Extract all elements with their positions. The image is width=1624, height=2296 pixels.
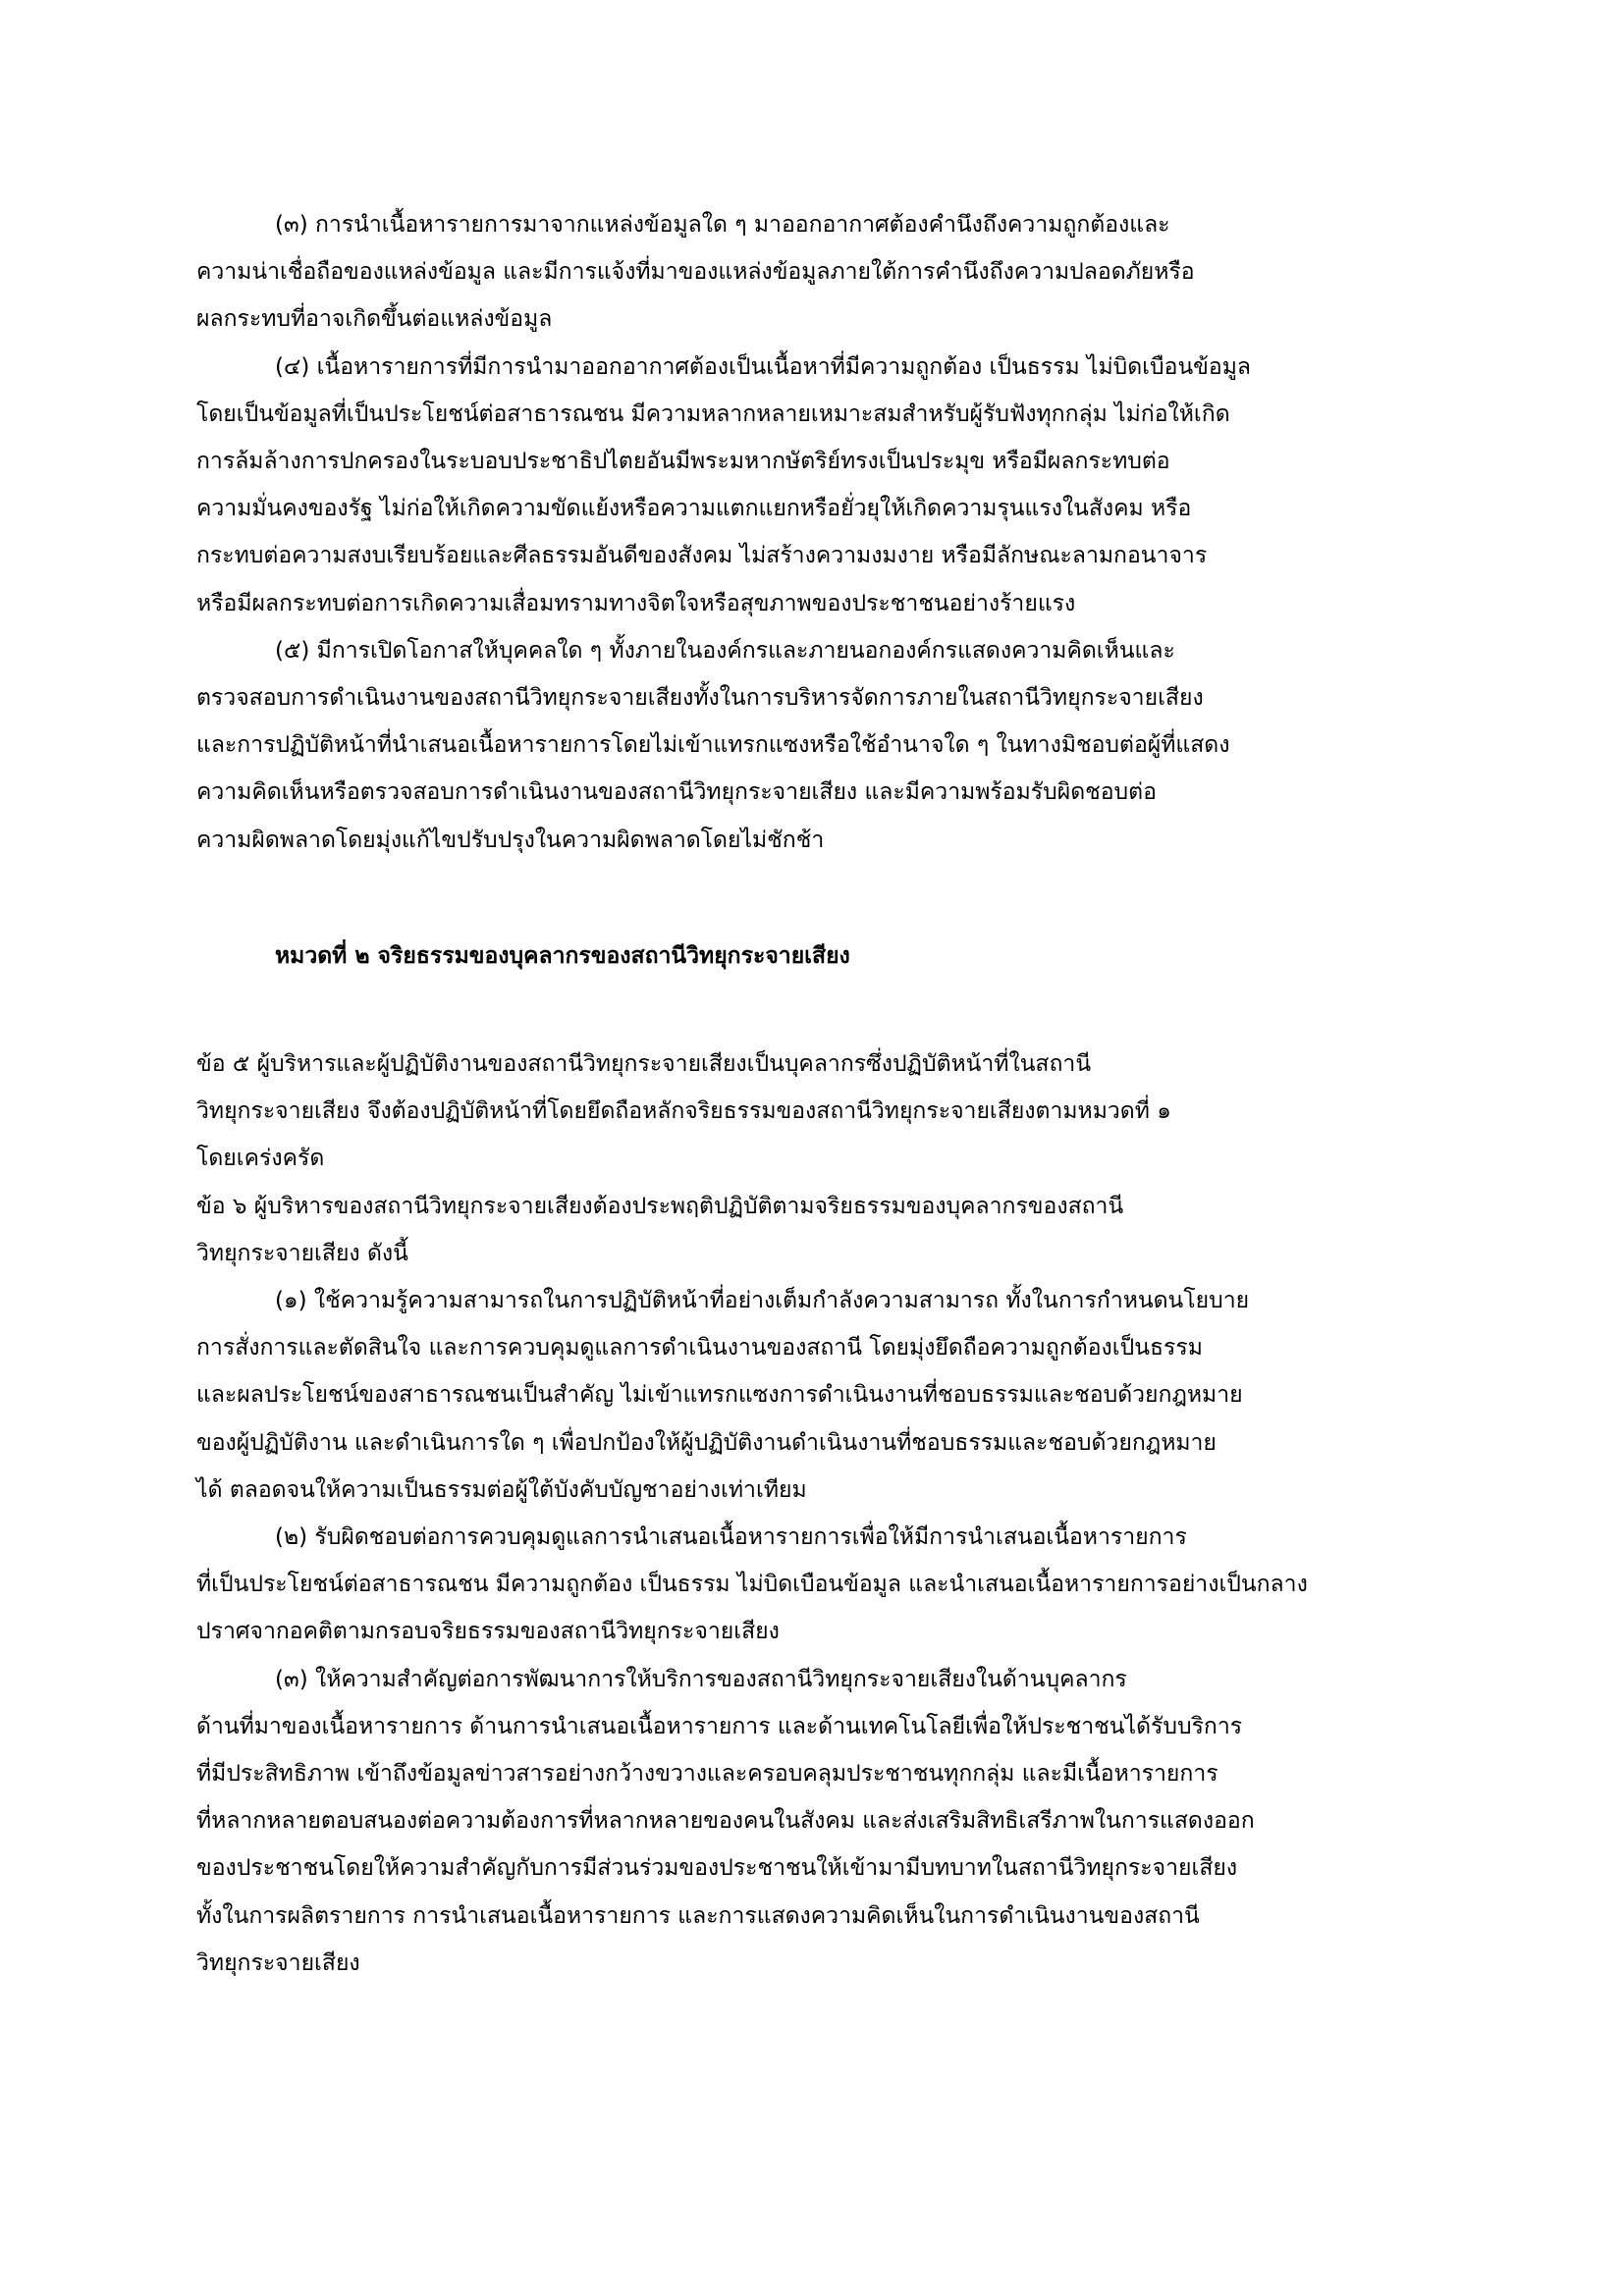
article-6-item-2: (๒) รับผิดชอบต่อการควบคุมดูแลการนำเสนอเนื้อหารายการเพื่อให้มีการนำเสนอเนื้อหารายการ ที่เป็นประโยชน์ต่อสาธารณชน มีความถูกต้อง เป็นธรรม ไม่บิดเบือนข้อมูล และนำเสนอเนื้อหารายการอย่างเป็นกลาง ปราศจากอคติตามกรอบจริยธรรมของสถานีวิทยุกระจายเสียง xyxy=(196,1524,1308,1645)
clause-5-paragraph: (๕) มีการเปิดโอกาสให้บุคคลใด ๆ ทั้งภายในองค์กรและภายนอกองค์กรแสดงความคิดเห็นและ ตรวจสอบการดำเนินงานของสถานีวิทยุกระจายเสียงทั้งในการบริหารจัดการภายในสถานีวิทยุกระจายเสียง และการปฏิบัติหน้าที่นำเสนอเนื้อหารายการโดยไม่เข้าแทรกแซงหรือใช้อำนาจใด ๆ ในทางมิชอบต่อผู้ที่แสดง ความคิดเห็นหรือตรวจสอบการดำเนินงานของสถานีวิทยุกระจายเสียง และมีความพร้อมรับผิดชอบต่อ ความผิดพลาดโดยมุ่งแก้ไขปรับปรุงในความผิดพลาดโดยไม่ชักช้า xyxy=(196,637,1230,853)
article-5-paragraph: ข้อ ๕ ผู้บริหารและผู้ปฏิบัติงานของสถานีวิทยุกระจายเสียงเป็นบุคลากรซึ่งปฏิบัติหน้าที่ในสถานี วิทยุกระจายเสียง จึงต้องปฏิบัติหน้าที่โดยยึดถือหลักจริยธรรมของสถานีวิทยุกระจายเสียงตามหมวดที่ ๑ โดยเคร่งครัด xyxy=(196,1051,1171,1172)
clause-4-paragraph: (๔) เนื้อหารายการที่มีการนำมาออกอากาศต้องเป็นเนื้อหาที่มีความถูกต้อง เป็นธรรม ไม่บิดเบือนข้อมูล โดยเป็นข้อมูลที่เป็นประโยชน์ต่อสาธารณชน มีความหลากหลายเหมาะสมสำหรับผู้รับฟังทุกกลุ่ม ไม่ก่อให้เกิด การล้มล้างการปกครองในระบอบประชาธิปไตยอันมีพระมหากษัตริย์ทรงเป็นประมุข หรือมีผลกระทบต่อ ความมั่นคงของรัฐ ไม่ก่อให้เกิดความขัดแย้งหรือความแตกแยกหรือยั่วยุให้เกิดความรุนแรงในสังคม หรือ กระทบต่อความสงบเรียบร้อยและศีลธรรมอันดีของสังคม ไม่สร้างความงมงาย หรือมีลักษณะลามกอนาจาร หรือมีผลกระทบต่อการเกิดความเสื่อมทรามทางจิตใจหรือสุขภาพของประชาชนอย่างร้ายแรง xyxy=(196,353,1251,616)
article-6-paragraph: ข้อ ๖ ผู้บริหารของสถานีวิทยุกระจายเสียงต้องประพฤติปฏิบัติตามจริยธรรมของบุคลากรของสถานี วิทยุกระจายเสียง ดังนี้ xyxy=(196,1193,1124,1266)
article-6-item-3: (๓) ให้ความสำคัญต่อการพัฒนาการให้บริการของสถานีวิทยุกระจายเสียงในด้านบุคลากร ด้านที่มาของเนื้อหารายการ ด้านการนำเสนอเนื้อหารายการ และด้านเทคโนโลยีเพื่อให้ประชาชนได้รับบริการ ที่มีประสิทธิภาพ เข้าถึงข้อมูลข่าวสารอย่างกว้างขวางและครอบคลุมประชาชนทุกกลุ่ม และมีเนื้อหารายการ ที่หลากหลายตอบสนองต่อความต้องการที่หลากหลายของคนในสังคม และส่งเสริมสิทธิเสรีภาพในการแสดงออก ของประชาชนโดยให้ความสำคัญกับการมีส่วนร่วมของประชาชนให้เข้ามามีบทบาทในสถานีวิทยุกระจายเสียง ทั้งในการผลิตรายการ การนำเสนอเนื้อหารายการ และการแสดงความคิดเห็นในการดำเนินงานของสถานี วิทยุกระจายเสียง xyxy=(196,1666,1255,1976)
section-1-continuation xyxy=(196,201,1429,864)
clause-3-paragraph: (๓) การนำเนื้อหารายการมาจากแหล่งข้อมูลใด ๆ มาออกอากาศต้องคำนึงถึงความถูกต้องและ ความน่าเชื่อถือของแหล่งข้อมูล และมีการแจ้งที่มาของแหล่งข้อมูลภายใต้การคำนึงถึงความปลอดภัยหรือ ผลกระทบที่อาจเกิดขึ้นต่อแหล่งข้อมูล xyxy=(196,212,1195,333)
chapter-2-heading: หมวดที่ ๒ จริยธรรมของบุคลากรของสถานีวิทยุกระจายเสียง xyxy=(275,943,850,969)
article-6-item-1: (๑) ใช้ความรู้ความสามารถในการปฏิบัติหน้าที่อย่างเต็มกำลังความสามารถ ทั้งในการกำหนดนโยบาย การสั่งการและตัดสินใจ และการควบคุมดูแลการดำเนินงานของสถานี โดยมุ่งยึดถือความถูกต้องเป็นธรรม และผลประโยชน์ของสาธารณชนเป็นสำคัญ ไม่เข้าแทรกแซงการดำเนินงานที่ชอบธรรมและชอบด้วยกฎหมาย ของผู้ปฏิบัติงาน และดำเนินการใด ๆ เพื่อปกป้องให้ผู้ปฏิบัติงานดำเนินงานที่ชอบธรรมและชอบด้วยกฎหมาย ได้ ตลอดจนให้ความเป็นธรรมต่อผู้ใต้บังคับบัญชาอย่างเท่าเทียม xyxy=(196,1288,1250,1503)
section-2-body xyxy=(196,1041,1429,1987)
